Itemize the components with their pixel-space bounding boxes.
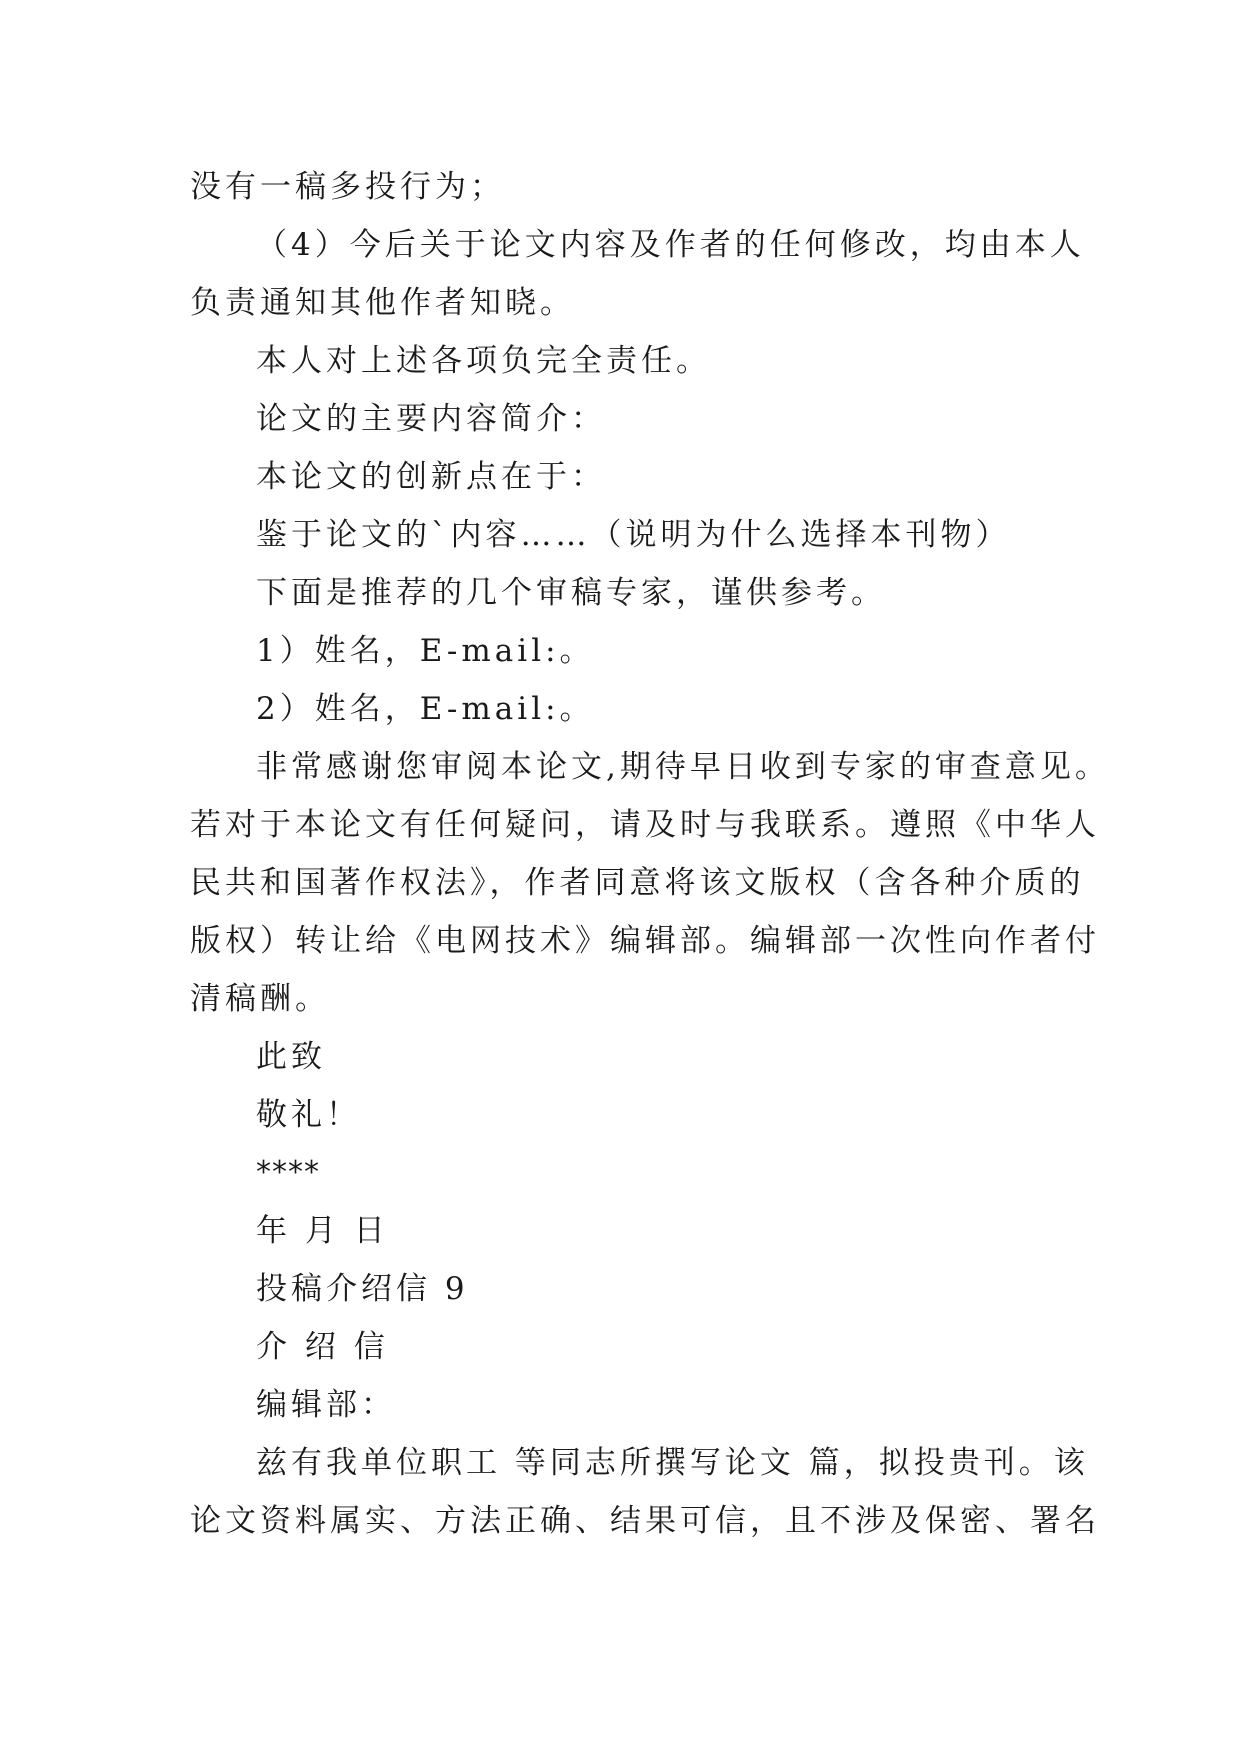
text-line: 非常感谢您审阅本论文,期待早日收到专家的审查意见。 [256, 749, 1110, 785]
text-line: 1）姓名，E-mail:。 [256, 633, 595, 669]
text-line: （4）今后关于论文内容及作者的任何修改，均由本人 [256, 227, 1085, 263]
text-line: 清稿酬。 [190, 981, 330, 1017]
text-line: 民共和国著作权法》，作者同意将该文版权（含各种介质的 [190, 865, 1085, 901]
text-line: 兹有我单位职工 等同志所撰写论文 篇，拟投贵刊。该 [256, 1445, 1089, 1481]
document-body [190, 158, 1110, 1550]
text-line: 编辑部： [256, 1387, 396, 1423]
text-line: 介 绍 信 [256, 1329, 389, 1365]
text-line: 若对于本论文有任何疑问，请及时与我联系。遵照《中华人 [190, 807, 1100, 843]
text-line: 此致 [256, 1039, 326, 1075]
text-line: 下面是推荐的几个审稿专家，谨供参考。 [256, 575, 886, 611]
text-line: 论文资料属实、方法正确、结果可信，且不涉及保密、署名 [190, 1503, 1100, 1539]
text-line: 负责通知其他作者知晓。 [190, 285, 575, 321]
text-line: 2）姓名，E-mail:。 [256, 691, 595, 727]
text-line: 投稿介绍信 9 [256, 1271, 469, 1307]
text-line: 年 月 日 [256, 1213, 389, 1249]
text-line: 敬礼！ [256, 1097, 361, 1133]
text-line: 版权）转让给《电网技术》编辑部。编辑部一次性向作者付 [190, 923, 1100, 959]
text-line: 本论文的创新点在于： [256, 459, 606, 495]
text-line: 没有一稿多投行为； [190, 169, 505, 205]
text-line: 论文的主要内容简介： [256, 401, 606, 437]
text-line: 鉴于论文的`内容……（说明为什么选择本刊物） [256, 517, 1011, 553]
text-line: 本人对上述各项负完全责任。 [256, 343, 711, 379]
text-line: **** [256, 1155, 320, 1190]
